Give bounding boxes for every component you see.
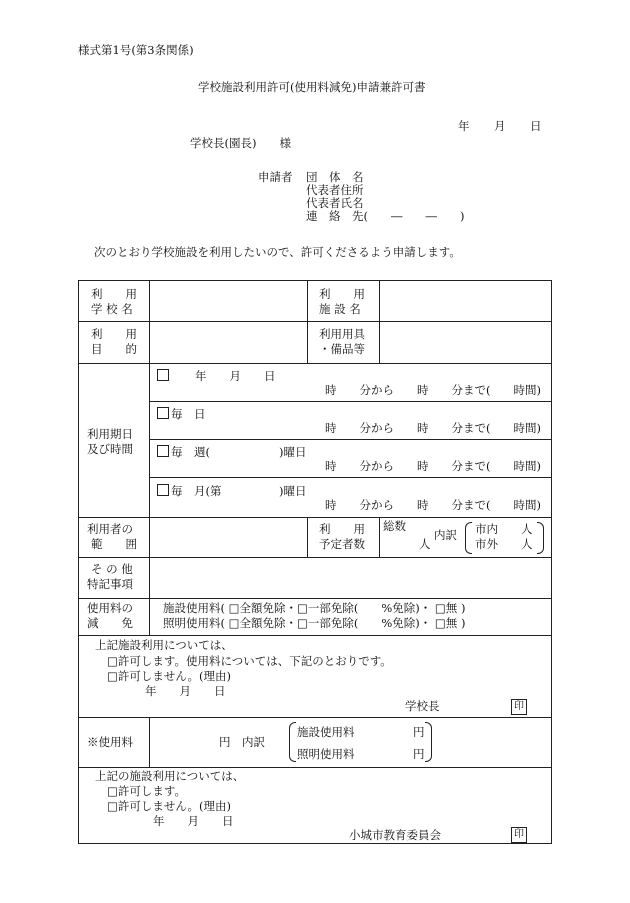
date-day: 日 xyxy=(530,119,542,133)
reduction-label-1: 使用料の xyxy=(87,601,133,615)
period-label-1: 利用期日 xyxy=(87,427,133,441)
period-row-date-time: 時 分から 時 分まで( 時間) xyxy=(325,383,541,397)
school-name-label-2: 学 校 名 xyxy=(91,302,133,316)
fee-yen-breakdown: 円 内訳 xyxy=(219,735,265,749)
equipment-label-2: ・備品等 xyxy=(319,342,365,356)
fee-light-yen: 円 xyxy=(413,747,425,761)
period-label-2: 及び時間 xyxy=(87,442,133,456)
close-bracket xyxy=(425,722,432,762)
period-row-monthly-time: 時 分から 時 分まで( 時間) xyxy=(325,498,541,512)
approval1-date: 年 月 日 xyxy=(145,684,226,698)
purpose-field[interactable] xyxy=(151,323,305,361)
document-title: 学校施設利用許可(使用料減免)申請兼許可書 xyxy=(198,80,426,94)
form-number: 様式第1号(第3条関係) xyxy=(78,43,194,57)
open-bracket xyxy=(465,522,472,554)
period-row-weekly-time: 時 分から 時 分まで( 時間) xyxy=(325,459,541,473)
city-out: 市外 人 xyxy=(475,537,533,551)
period-row-daily[interactable]: 毎 日 xyxy=(157,407,206,421)
period-row-weekly[interactable]: 毎 週( )曜日 xyxy=(157,445,306,459)
fee-facility-yen: 円 xyxy=(413,725,425,739)
fee-facility-label: 施設使用料 xyxy=(297,725,355,739)
approval2-deny-option[interactable]: □許可しません。(理由) xyxy=(107,799,232,813)
equipment-label-1: 利用用具 xyxy=(319,327,365,341)
period-row-monthly[interactable]: 毎 月(第 )曜日 xyxy=(157,484,306,498)
approval1-permit-option[interactable]: □許可します。使用料については、下記のとおりです。 xyxy=(107,654,392,668)
remarks-field[interactable] xyxy=(151,559,549,596)
city-in: 市内 人 xyxy=(475,522,533,536)
fee-label: ※使用料 xyxy=(87,735,133,749)
applicant-address: 代表者住所 xyxy=(306,183,364,197)
applicant-group-name: 団 体 名 xyxy=(306,170,364,184)
facility-fee-reduction[interactable]: 施設使用料( □全額免除・□一部免除( %免除)・ □無 ) xyxy=(163,601,466,615)
seal-icon: 印 xyxy=(511,827,527,843)
approval2-heading: 上記の施設利用については、 xyxy=(95,769,245,783)
facility-name-label-1: 利 用 xyxy=(319,287,365,301)
checkbox-icon[interactable] xyxy=(157,407,169,419)
breakdown-label: 内訳 xyxy=(434,528,457,542)
persons-unit: 人 xyxy=(419,537,431,551)
remarks-label-2: 特記事項 xyxy=(87,577,133,591)
addressee: 学校長(園長) 様 xyxy=(190,136,291,150)
checkbox-icon[interactable] xyxy=(157,484,169,496)
purpose-label-2: 目 的 xyxy=(91,342,137,356)
school-name-field[interactable] xyxy=(151,283,305,319)
remarks-label-1: そ の 他 xyxy=(91,562,133,576)
approval2-permit-option[interactable]: □許可します。 xyxy=(107,784,186,798)
open-bracket xyxy=(289,722,296,762)
application-form-table xyxy=(78,280,552,844)
seal-icon: 印 xyxy=(511,699,527,715)
facility-name-field[interactable] xyxy=(381,283,549,319)
user-scope-label-2: 範 囲 xyxy=(91,537,137,551)
expected-users-label-1: 利 用 xyxy=(319,522,365,536)
reduction-label-2: 減 免 xyxy=(87,616,133,630)
expected-users-label-2: 予定者数 xyxy=(319,537,365,551)
approval1-signer: 学校長 xyxy=(405,699,440,713)
period-row-date[interactable]: 年 月 日 xyxy=(157,369,276,383)
checkbox-icon[interactable] xyxy=(157,445,169,457)
checkbox-icon[interactable] xyxy=(157,369,169,381)
approval1-heading: 上記施設利用については、 xyxy=(95,638,233,652)
intro-text: 次のとおり学校施設を利用したいので、許可くださるよう申請します。 xyxy=(94,245,461,259)
user-scope-label-1: 利用者の xyxy=(87,522,133,536)
approval2-date: 年 月 日 xyxy=(153,814,234,828)
total-label: 総数 xyxy=(383,519,406,533)
approval1-deny-option[interactable]: □許可しません。(理由) xyxy=(107,669,232,683)
fee-light-label: 照明使用料 xyxy=(297,747,355,761)
lighting-fee-reduction[interactable]: 照明使用料( □全額免除・□一部免除( %免除)・ □無 ) xyxy=(163,616,466,630)
school-name-label-1: 利 用 xyxy=(91,287,137,301)
purpose-label-1: 利 用 xyxy=(91,327,137,341)
facility-name-label-2: 施 設 名 xyxy=(319,302,361,316)
approval2-signer: 小城市教育委員会 xyxy=(349,828,441,842)
date-month: 月 xyxy=(494,119,506,133)
applicant-contact: 連 絡 先( ― ― ) xyxy=(306,209,465,223)
applicant-label: 申請者 xyxy=(258,170,293,184)
equipment-field[interactable] xyxy=(381,323,549,361)
period-row-daily-time: 時 分から 時 分まで( 時間) xyxy=(325,421,541,435)
close-bracket xyxy=(537,522,544,554)
user-scope-field[interactable] xyxy=(151,519,305,555)
date-year: 年 xyxy=(458,119,470,133)
applicant-representative: 代表者氏名 xyxy=(306,196,364,210)
